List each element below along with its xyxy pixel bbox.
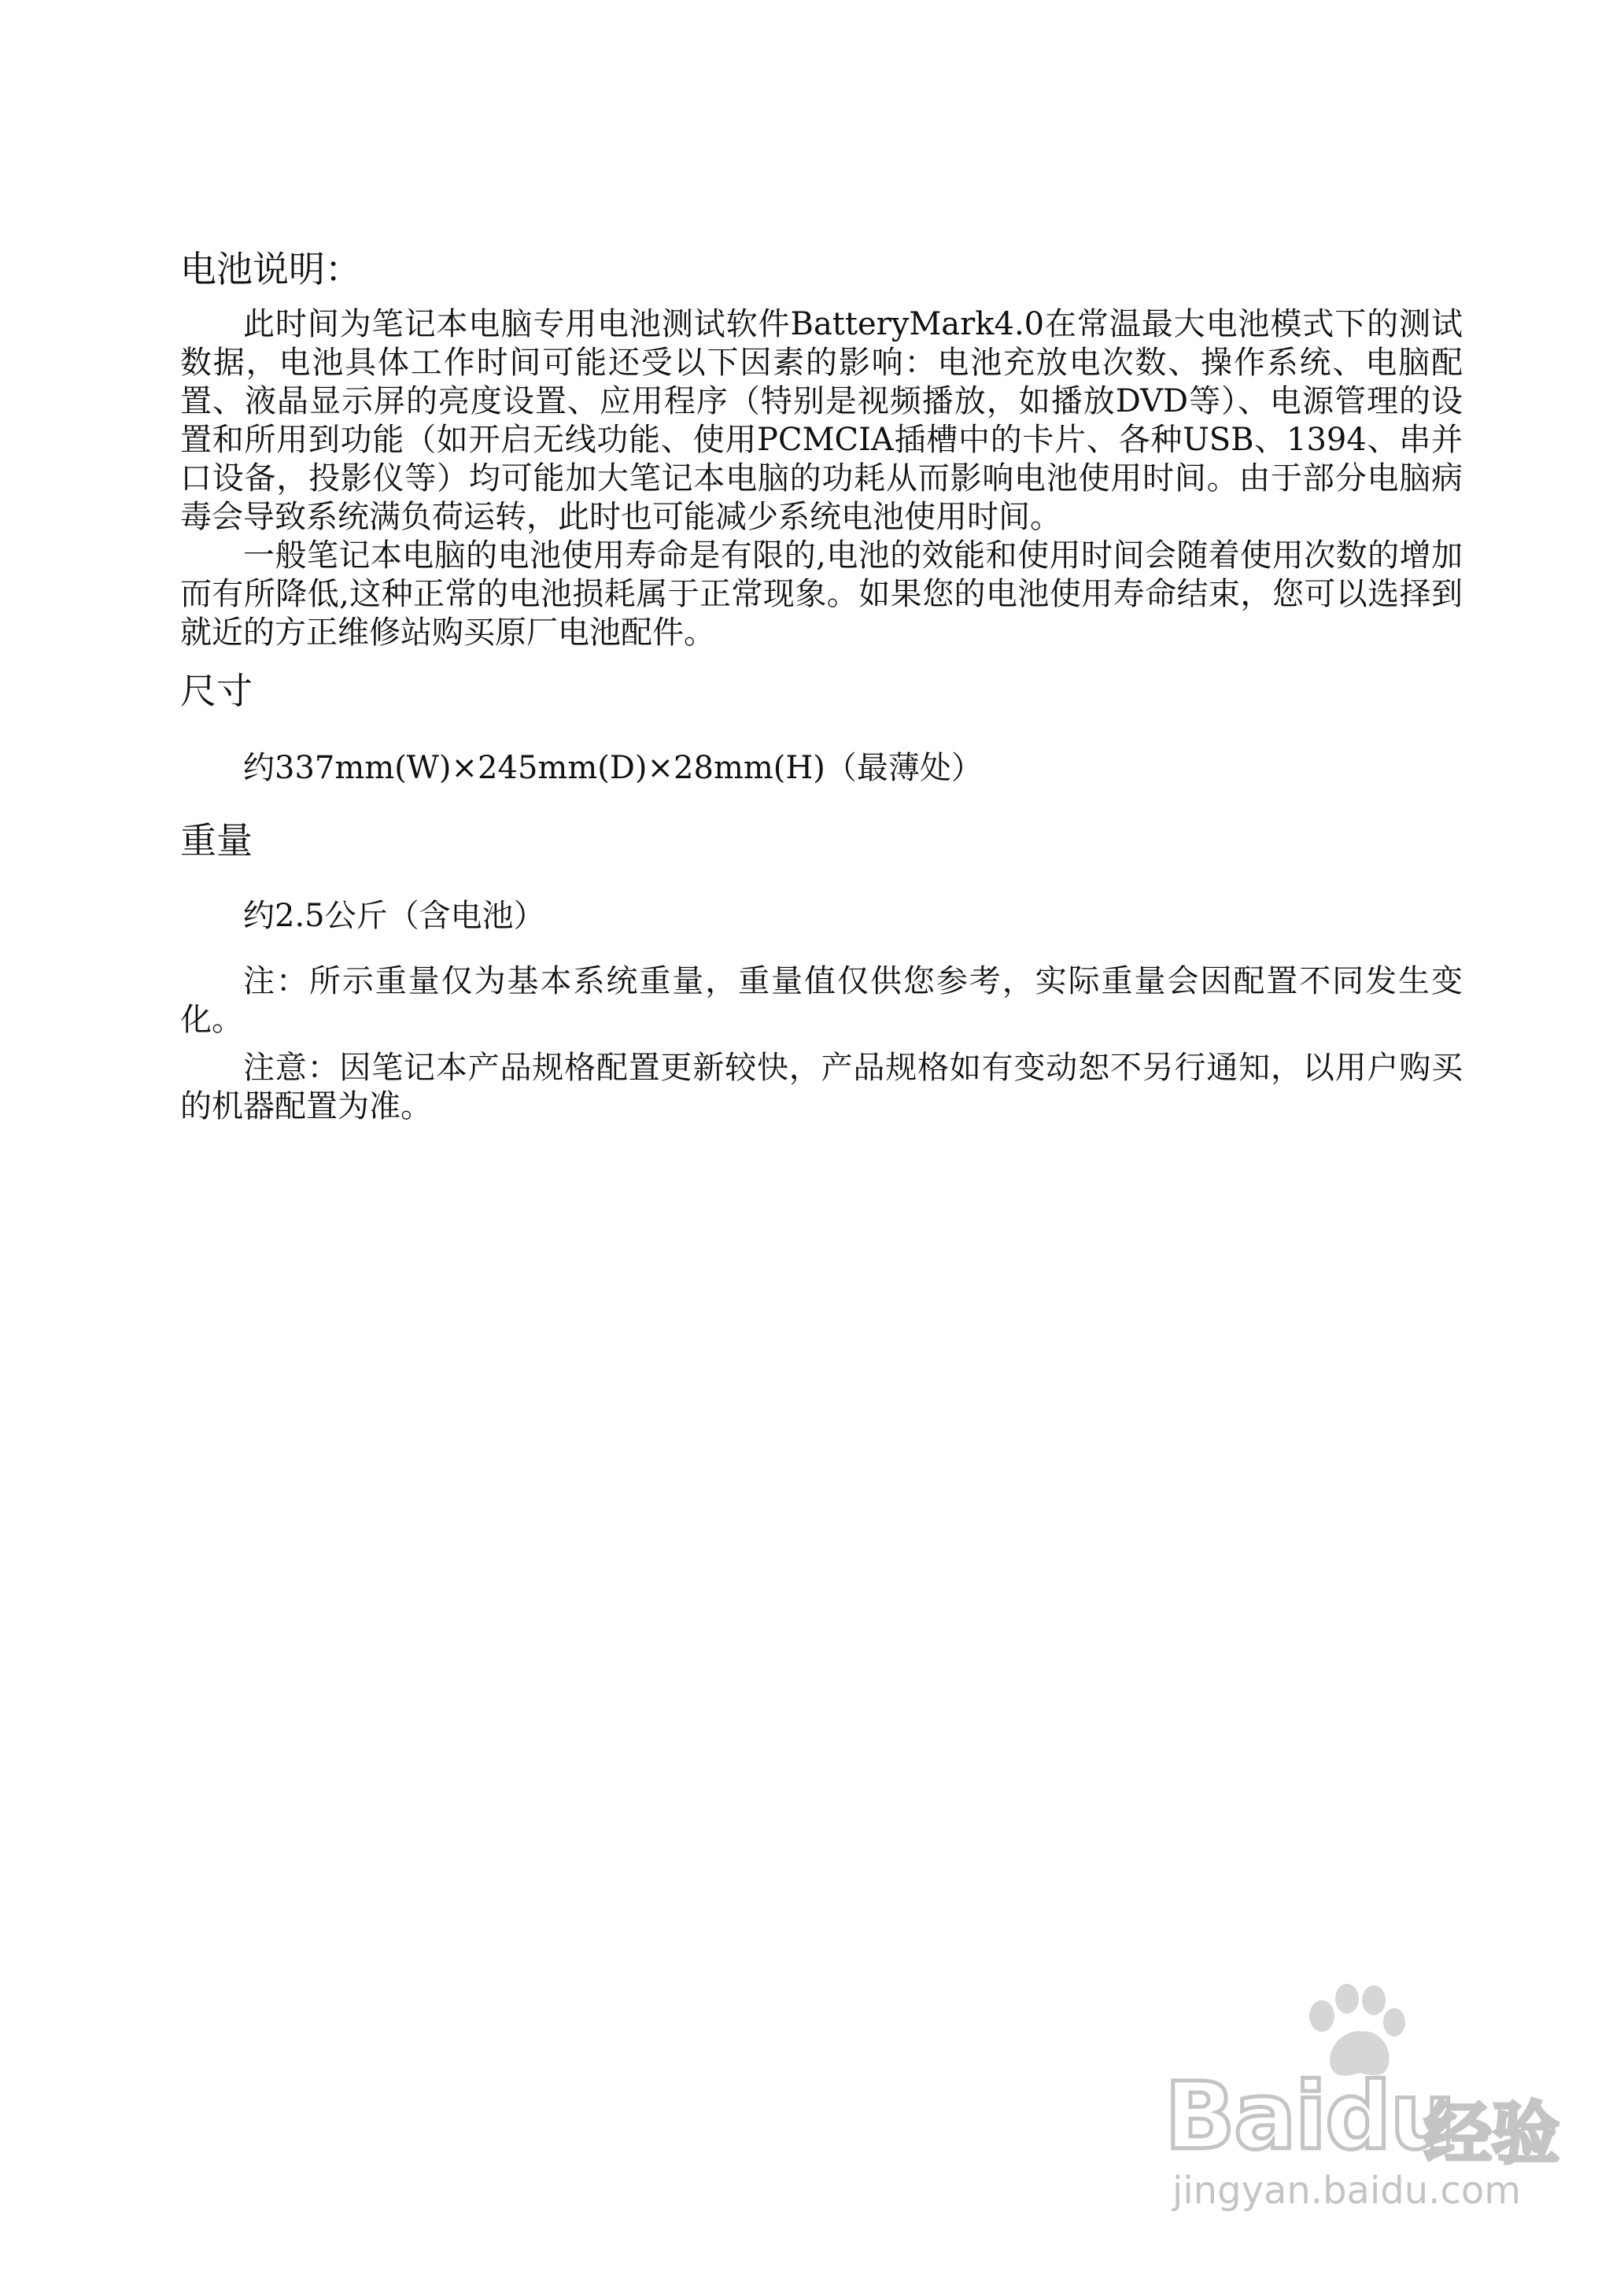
battery-paragraph-1: 此时间为笔记本电脑专用电池测试软件BatteryMark4.0在常温最大电池模式下的测试数据，电池具体工作时间可能还受以下因素的影响：电池充放电次数、操作系统、电脑配置、液晶显示屏的亮度设置、应用程序（特别是视频播放，如播放DVD等）、电源管理的设置和所用到功能（如开启无线功能、使用PCMCIA插槽中的卡片、各种USB、1394、串并口设备，投影仪等）均可能加大笔记本电脑的功耗从而影响电池使用时间。由于部分电脑病毒会导致系统满负荷运转，此时也可能减少系统电池使用时间。: [180, 306, 1463, 535]
weight-value: 约2.5公斤（含电池）: [243, 898, 545, 934]
battery-heading: 电池说明：: [180, 248, 361, 290]
watermark-url: jingyan.baidu.com: [1172, 2169, 1521, 2213]
size-value: 约337mm(W)×245mm(D)×28mm(H)（最薄处）: [243, 750, 983, 786]
battery-paragraph-2: 一般笔记本电脑的电池使用寿命是有限的,电池的效能和使用时间会随着使用次数的增加而有所降低,这种正常的电池损耗属于正常现象。如果您的电池使用寿命结束，您可以选择到就近的方正维修站购买原厂电池配件。: [180, 537, 1463, 651]
size-heading: 尺寸: [180, 670, 253, 712]
weight-heading: 重量: [180, 819, 253, 862]
watermark-cn: 经验: [1424, 2095, 1559, 2173]
spec-notice: 注意：因笔记本产品规格配置更新较快，产品规格如有变动恕不另行通知，以用户购买的机器配置为准。: [180, 1050, 1463, 1124]
watermark-brand: Baidu: [1164, 2062, 1455, 2170]
weight-note: 注：所示重量仅为基本系统重量，重量值仅供您参考，实际重量会因配置不同发生变化。: [180, 963, 1463, 1038]
baidu-jingyan-watermark: [1164, 1983, 1574, 2219]
